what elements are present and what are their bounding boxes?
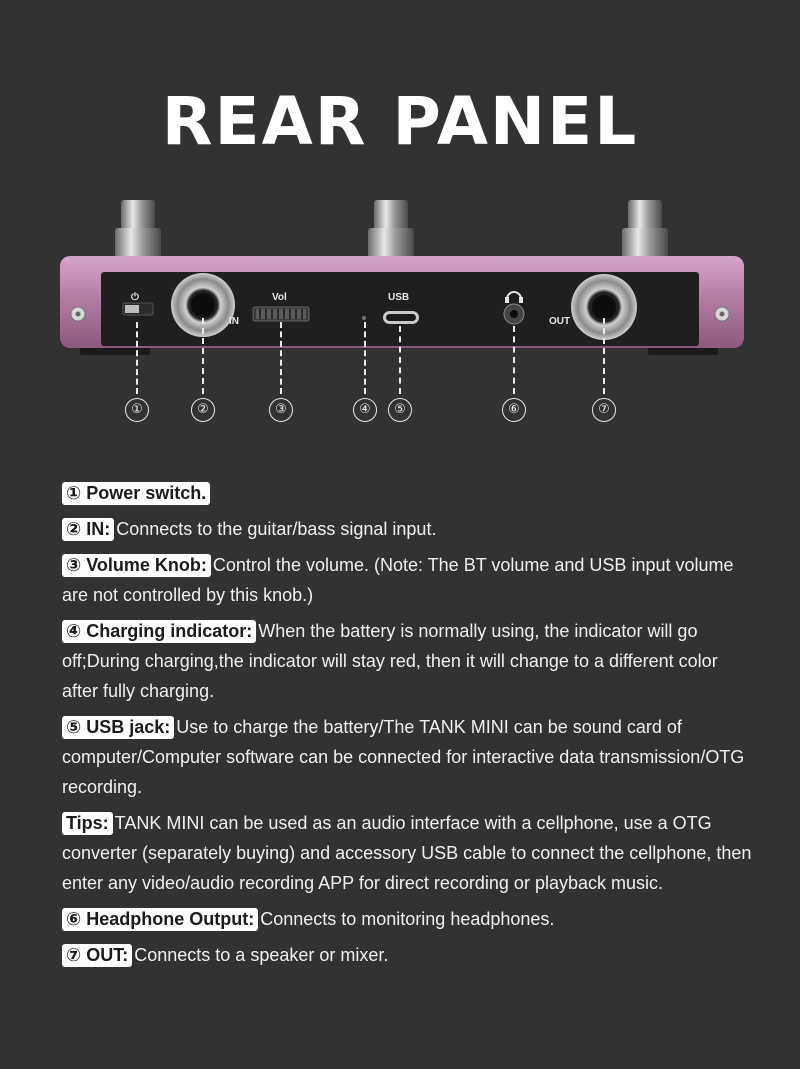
callout-6: ⑥ xyxy=(502,398,526,422)
list-item-power xyxy=(62,478,752,508)
list-item-volume xyxy=(62,550,752,610)
power-symbol-icon: ⏻ xyxy=(131,292,139,303)
list-item-in xyxy=(62,514,752,544)
in-label: IN xyxy=(229,316,239,327)
usb-label: USB xyxy=(388,292,410,303)
vol-label: Vol xyxy=(272,292,287,303)
callout-line-7 xyxy=(603,318,605,394)
callout-2: ② xyxy=(191,398,215,422)
item-label: ④ Charging indicator: xyxy=(62,620,256,643)
list-item-out xyxy=(62,940,752,970)
item-label: ③ Volume Knob: xyxy=(62,554,211,577)
item-text: When the battery is normally using, the indicator will go off;During charging,the indicator will stay red, then it will change to a different color after fully charging. xyxy=(62,621,718,701)
feature-list xyxy=(62,478,752,976)
callout-3: ③ xyxy=(269,398,293,422)
item-label: ⑥ Headphone Output: xyxy=(62,908,258,931)
item-text: TANK MINI can be used as an audio interface with a cellphone, use a OTG converter (separately buying) and accessory USB cable to connect the cellphone, then enter any video/audio recording APP for direct recording or playback music. xyxy=(62,813,752,893)
list-item-usb xyxy=(62,712,752,802)
list-item-tips xyxy=(62,808,752,898)
charging-indicator xyxy=(362,316,366,320)
item-label: Tips: xyxy=(62,812,113,835)
footswitch-left xyxy=(115,200,161,258)
callout-7: ⑦ xyxy=(592,398,616,422)
callout-line-6 xyxy=(513,326,515,394)
out-label: OUT xyxy=(549,316,571,327)
callout-1: ① xyxy=(125,398,149,422)
item-text: Use to charge the battery/The TANK MINI can be sound card of computer/Computer software can be connected for interactive data transmission/OTG recording. xyxy=(62,717,745,797)
callout-line-3 xyxy=(280,322,282,394)
item-label: ⑤ USB jack: xyxy=(62,716,174,739)
list-item-charging xyxy=(62,616,752,706)
page-title: REAR PANEL xyxy=(161,83,639,160)
item-text: Connects to monitoring headphones. xyxy=(260,909,555,929)
callout-4: ④ xyxy=(353,398,377,422)
callout-line-5 xyxy=(399,326,401,394)
footswitch-center xyxy=(368,200,414,258)
item-label: ⑦ OUT: xyxy=(62,944,132,967)
item-text: Connects to a speaker or mixer. xyxy=(134,945,389,965)
item-label: ① Power switch. xyxy=(62,482,210,505)
list-item-headphone xyxy=(62,904,752,934)
callout-line-2 xyxy=(202,318,204,394)
footswitch-right xyxy=(622,200,668,258)
item-text: Control the volume. (Note: The BT volume and USB input volume are not controlled by this knob.) xyxy=(62,555,734,605)
callout-line-1 xyxy=(136,322,138,394)
item-text: Connects to the guitar/bass signal input. xyxy=(116,519,437,539)
item-label: ② IN: xyxy=(62,518,114,541)
callout-5: ⑤ xyxy=(388,398,412,422)
callout-line-4 xyxy=(364,322,366,394)
